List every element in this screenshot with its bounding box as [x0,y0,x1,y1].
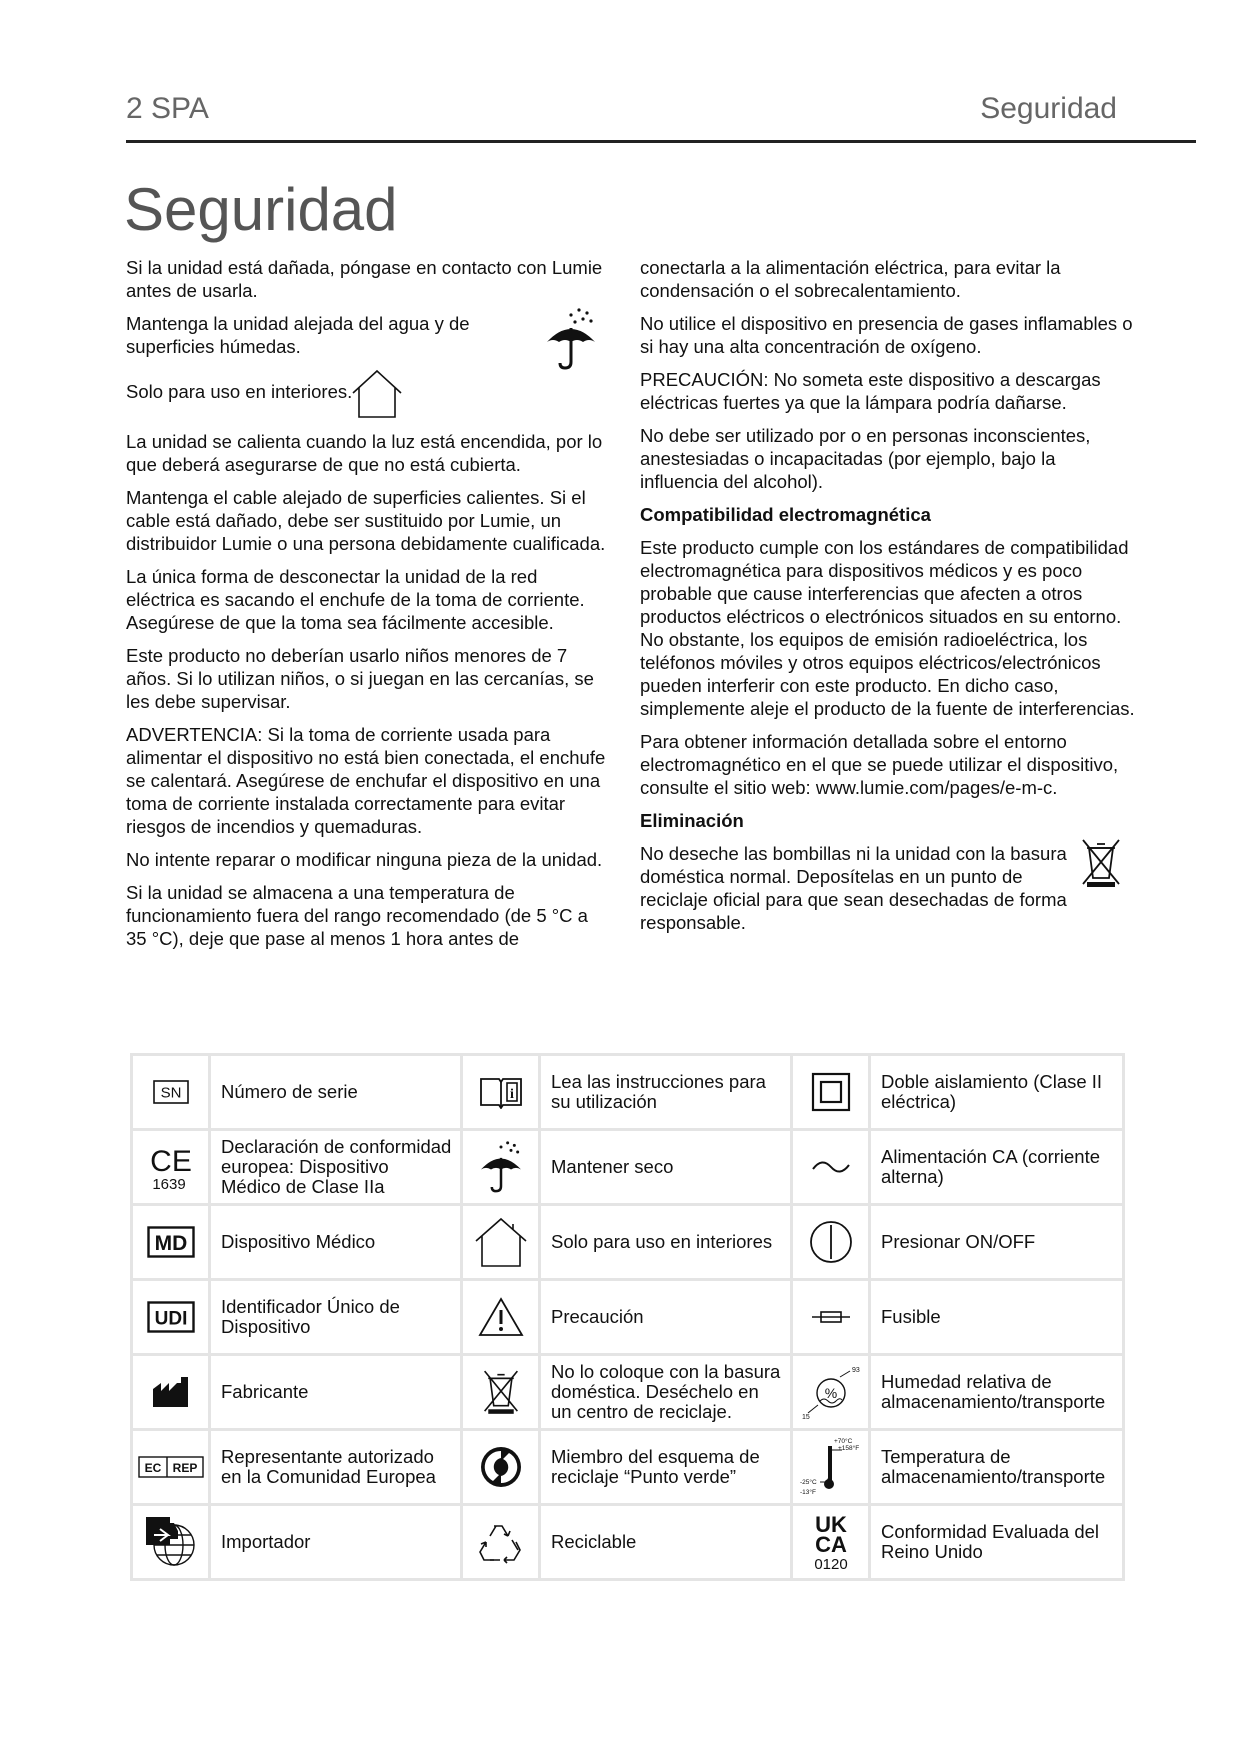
double-insulation-icon [792,1055,870,1130]
table-row [132,1205,1124,1280]
paragraph: ADVERTENCIA: Si la toma de corriente usada para alimentar el dispositivo no está bien conectada, el enchufe se calentará. Asegúrese de enchufar el dispositivo en una toma de corriente instalada correctamente para evitar riesgos de incendios y quemaduras. [126,724,606,837]
symbols-table [130,1053,1125,1581]
paragraph [126,368,611,420]
weee-bin-icon [1079,838,1123,888]
symbol-label: Declaración de conformidad europea: Dispositivo Médico de Clase IIa [210,1130,462,1205]
recyclable-icon [462,1505,540,1580]
paragraph: No intente reparar o modificar ninguna pieza de la unidad. [126,849,603,870]
paragraph: PRECAUCIÓN: No someta este dispositivo a descargas eléctricas fuertes ya que la lámpara podría dañarse. [640,369,1101,413]
importer-icon [132,1505,210,1580]
paragraph [126,312,611,358]
svg-text:93: 93 [851,1367,860,1374]
paragraph-text: No deseche las bombillas ni la unidad con la basura doméstica normal. Deposítelas en un punto de reciclaje oficial para que sean desechadas de forma responsable. [640,843,1067,933]
right-column [640,256,1135,944]
ukca-icon [792,1505,870,1580]
svg-text:REP: REP [172,1461,197,1475]
symbol-label: Precaución [540,1280,792,1355]
section-heading-disposal: Eliminación [640,810,744,831]
svg-text:EC: EC [144,1461,161,1475]
section-heading-emc: Compatibilidad electromagnética [640,504,931,525]
symbol-label: Humedad relativa de almacenamiento/transporte [870,1355,1124,1430]
table-row [132,1505,1124,1580]
udi-icon [132,1280,210,1355]
symbol-label: Temperatura de almacenamiento/transporte [870,1430,1124,1505]
page-title: Seguridad [124,176,398,243]
paragraph: Si la unidad está dañada, póngase en contacto con Lumie antes de usarla. [126,257,603,301]
ac-power-icon [792,1130,870,1205]
paragraph: No debe ser utilizado por o en personas inconscientes, anestesiadas o incapacitadas (por ejemplo, bajo la influencia del alcohol). [640,425,1091,492]
paragraph-text: Solo para uso en interiores. [126,381,353,402]
symbol-label: Importador [210,1505,462,1580]
symbol-label: Número de serie [210,1055,462,1130]
paragraph: conectarla a la alimentación eléctrica, para evitar la condensación o el sobrecalentamiento. [640,257,1061,301]
paragraph: No utilice el dispositivo en presencia de gases inflamables o si hay una alta concentración de oxígeno. [640,313,1133,357]
svg-text:1639: 1639 [151,1176,186,1193]
symbol-label: Fabricante [210,1355,462,1430]
power-on-off-icon [792,1205,870,1280]
symbol-label: Conformidad Evaluada del Reino Unido [870,1505,1124,1580]
indoor-use-icon [462,1205,540,1280]
table-row [132,1055,1124,1130]
fuse-icon [792,1280,870,1355]
symbol-label: Fusible [870,1280,1124,1355]
paragraph: La única forma de desconectar la unidad de la red eléctrica es sacando el enchufe de la toma de corriente. Asegúrese de que la toma sea fácilmente accesible. [126,566,585,633]
caution-icon [462,1280,540,1355]
serial-number-icon [132,1055,210,1130]
symbol-label: Presionar ON/OFF [870,1205,1124,1280]
svg-text:CA: CA [814,1532,847,1557]
svg-text:%: % [824,1385,837,1401]
paragraph: Este producto cumple con los estándares de compatibilidad electromagnética para dispositivos médicos y es poco probable que cause interferencias que afecten a otros productos eléctricos o electrónicos situados en su entorno. No obstante, los equipos de emisión radioeléctrica, los teléfonos móviles y otros equipos eléctricos/electrónicos pueden interferir con este producto. En dicho caso, simplemente aleje el producto de la fuente de interferencias. [640,537,1135,719]
symbol-label: Mantener seco [540,1130,792,1205]
paragraph: Si la unidad se almacena a una temperatura de funcionamiento fuera del rango recomendado (de 5 °C a 35 °C), deje que pase al menos 1 hora antes de [126,882,588,949]
section-header: Seguridad [980,92,1117,125]
keep-dry-icon [462,1130,540,1205]
table-row [132,1280,1124,1355]
green-dot-icon [462,1430,540,1505]
svg-text:+158°F: +158°F [837,1445,859,1452]
manufacturer-icon [132,1355,210,1430]
symbol-label: Reciclable [540,1505,792,1580]
symbol-label: Lea las instrucciones para su utilización [540,1055,792,1130]
svg-text:0120: 0120 [813,1556,848,1572]
paragraph-text: Mantenga la unidad alejada del agua y de superficies húmedas. [126,313,470,357]
keep-dry-icon [541,306,601,372]
paragraph: Para obtener información detallada sobre el entorno electromagnético en el que se puede utilizar el dispositivo, consulte el sitio web: www.lumie.com/pages/e-m-c. [640,731,1119,798]
table-row [132,1130,1124,1205]
symbol-label: Miembro del esquema de reciclaje “Punto verde” [540,1430,792,1505]
symbol-label: Dispositivo Médico [210,1205,462,1280]
left-column [126,256,611,960]
page-number-label: 2 SPA [126,92,209,125]
svg-text:UK: UK [814,1512,847,1537]
table-row [132,1355,1124,1430]
svg-text:+70°C: +70°C [833,1438,852,1445]
svg-text:i: i [509,1087,514,1102]
temperature-icon [792,1430,870,1505]
ce-mark-icon [132,1130,210,1205]
svg-text:-25°C: -25°C [799,1479,817,1486]
svg-text:SN: SN [160,1084,181,1102]
symbol-label: Identificador Único de Dispositivo [210,1280,462,1355]
symbol-label: Alimentación CA (corriente alterna) [870,1130,1124,1205]
svg-text:CE: CE [149,1145,192,1178]
symbol-label: Solo para uso en interiores [540,1205,792,1280]
ec-rep-icon [132,1430,210,1505]
svg-text:-13°F: -13°F [799,1489,816,1496]
paragraph: Este producto no deberían usarlo niños menores de 7 años. Si lo utilizan niños, o si juegan en las cercanías, se les debe supervisar. [126,645,594,712]
symbol-label: No lo coloque con la basura doméstica. Deséchelo en un centro de reciclaje. [540,1355,792,1430]
header-divider [126,140,1196,143]
svg-text:MD: MD [154,1232,187,1255]
weee-bin-icon [462,1355,540,1430]
paragraph: La unidad se calienta cuando la luz está encendida, por lo que deberá asegurarse de que no está cubierta. [126,431,603,475]
symbol-label: Doble aislamiento (Clase II eléctrica) [870,1055,1124,1130]
paragraph [640,842,1135,934]
svg-text:UDI: UDI [154,1308,187,1330]
humidity-icon [792,1355,870,1430]
read-instructions-icon [462,1055,540,1130]
medical-device-icon [132,1205,210,1280]
symbol-label: Representante autorizado en la Comunidad Europea [210,1430,462,1505]
table-row [132,1430,1124,1505]
house-icon [350,368,404,420]
svg-text:15: 15 [801,1414,810,1421]
paragraph: Mantenga el cable alejado de superficies calientes. Si el cable está dañado, debe ser sustituido por Lumie, un distribuidor Lumie o una persona debidamente cualificada. [126,487,606,554]
